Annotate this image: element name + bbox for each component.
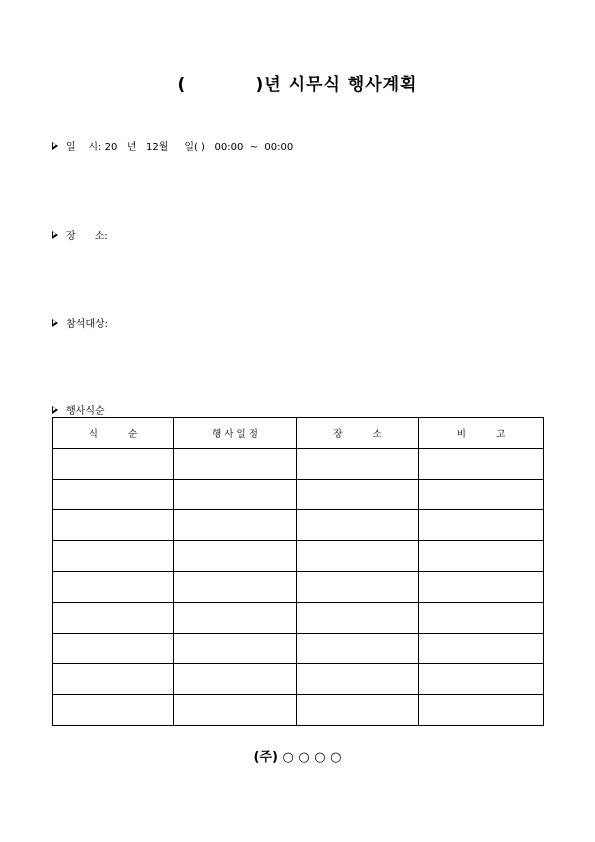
table-cell[interactable]	[174, 510, 297, 541]
table-cell[interactable]	[297, 664, 419, 695]
table-cell[interactable]	[297, 541, 419, 572]
table-cell[interactable]	[174, 541, 297, 572]
document-title: ( )년 시무식 행사계획	[177, 75, 418, 95]
field-attendees	[52, 315, 108, 330]
field-place-label: 장 소:	[66, 231, 108, 242]
table-cell[interactable]	[297, 633, 419, 664]
table-row	[53, 633, 544, 664]
table-cell[interactable]	[297, 602, 419, 633]
header-order: 식 순	[53, 418, 174, 449]
table-row	[53, 510, 544, 541]
table-cell[interactable]	[53, 510, 174, 541]
triangle-bullet-icon	[52, 231, 58, 239]
field-datetime-label: 일 시: 20 년 12월 일( ) 00:00 ~ 00:00	[66, 142, 294, 153]
table-cell[interactable]	[174, 602, 297, 633]
table-row	[53, 541, 544, 572]
table-cell[interactable]	[174, 664, 297, 695]
table-cell[interactable]	[53, 695, 174, 726]
table-cell[interactable]	[419, 633, 544, 664]
table-row	[53, 448, 544, 479]
field-place	[52, 227, 108, 242]
table-cell[interactable]	[174, 448, 297, 479]
table-cell[interactable]	[419, 664, 544, 695]
table-cell[interactable]	[297, 695, 419, 726]
table-cell[interactable]	[419, 448, 544, 479]
table-row	[53, 695, 544, 726]
table-row	[53, 602, 544, 633]
company-name: (주) ○ ○ ○ ○	[253, 750, 342, 765]
table-cell[interactable]	[297, 479, 419, 510]
schedule-table	[52, 417, 544, 726]
table-row	[53, 571, 544, 602]
header-note: 비 고	[419, 418, 544, 449]
table-cell[interactable]	[419, 571, 544, 602]
table-cell[interactable]	[297, 448, 419, 479]
table-cell[interactable]	[174, 695, 297, 726]
field-datetime	[52, 138, 293, 153]
table-cell[interactable]	[53, 633, 174, 664]
table-cell[interactable]	[419, 602, 544, 633]
table-cell[interactable]	[419, 541, 544, 572]
table-cell[interactable]	[297, 510, 419, 541]
table-cell[interactable]	[53, 541, 174, 572]
triangle-bullet-icon	[52, 319, 58, 327]
schedule-table-container	[52, 417, 543, 726]
table-cell[interactable]	[419, 479, 544, 510]
triangle-bullet-icon	[52, 142, 58, 150]
table-row	[53, 479, 544, 510]
table-cell[interactable]	[53, 479, 174, 510]
triangle-bullet-icon	[52, 406, 58, 414]
field-order	[52, 402, 105, 417]
field-attendees-label: 참석대상:	[66, 319, 109, 330]
table-cell[interactable]	[53, 664, 174, 695]
table-cell[interactable]	[174, 571, 297, 602]
table-row	[53, 664, 544, 695]
header-schedule: 행 사 일 정	[174, 418, 297, 449]
field-order-label: 행사식순	[66, 406, 105, 417]
table-header-row	[53, 418, 544, 449]
table-cell[interactable]	[53, 602, 174, 633]
header-place: 장 소	[297, 418, 419, 449]
table-cell[interactable]	[53, 571, 174, 602]
table-cell[interactable]	[174, 479, 297, 510]
table-cell[interactable]	[419, 695, 544, 726]
table-cell[interactable]	[174, 633, 297, 664]
table-cell[interactable]	[297, 571, 419, 602]
table-cell[interactable]	[53, 448, 174, 479]
table-cell[interactable]	[419, 510, 544, 541]
